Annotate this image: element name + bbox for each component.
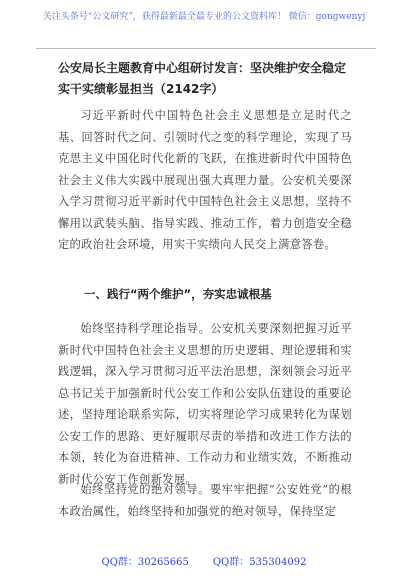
header-banner: 关注头条号“公文研究”，获得最新最全最专业的公文资料库！ 微信：gongwenyj [42,12,366,22]
body-paragraph: 习近平新时代中国特色社会主义思想是立足时代之基、回答时代之问、引领时代之变的科学理论，实现了马克思主义中国化时代化新的飞跃，在推进新时代中国特色社会主义伟大实践中展现出强大真理力量。公安机关要深入学习贯彻习近平新时代中国特色社会主义思想，坚持不懈用以武装头脑、指导实践、推动工作，着力创造安全稳定的政治社会环境，用实干实绩向人民交上满意答卷。 [58,109,352,251]
footer-qq-groups [0,553,408,568]
body-paragraph: 始终坚持党的绝对领导。要牢牢把握“公安姓党”的根本政治属性，始终坚持和加强党的绝对领导，保持坚定 [58,483,352,518]
footer-qq-group-1: QQ群：30265665 [101,557,189,568]
header-divider [36,48,376,49]
document-title: 公安局长主题教育中心组研讨发言：坚决维护安全稳定实干实绩彰显担当（2142字） [58,61,347,96]
body-paragraph: 始终坚持科学理论指导。公安机关要深刻把握习近平新时代中国特色社会主义思想的历史逻辑、理论逻辑和实践逻辑，深入学习贯彻习近平法治思想，深刻领会习近平总书记关于加强新时代公安工作和公安队伍建设的重要论述，坚持理论联系实际，切实将理论学习成果转化为谋划公安工作的思路、更好履职尽责的举措和改进工作方法的本领，转化为奋进精神、工作动力和业绩实效，不断推动新时代公安工作创新发展。 [58,322,352,486]
section-heading: 一、践行“两个维护”，夯实忠诚根基 [84,287,272,301]
footer-qq-group-2: QQ群：535304092 [212,557,307,568]
